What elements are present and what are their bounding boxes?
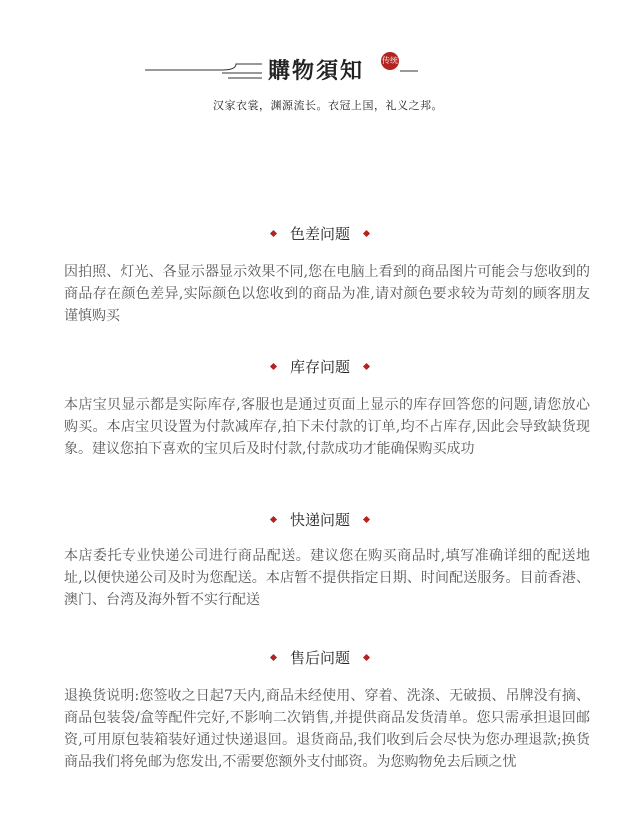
seal-stamp: 传统 — [381, 52, 399, 70]
diamond-icon — [363, 515, 370, 522]
diamond-icon — [363, 362, 370, 369]
section-body-color: 因拍照、灯光、各显示器显示效果不同,您在电脑上看到的商品图片可能会与您收到的商品存在颜色差异,实际颜色以您收到的商品为准,请对颜色要求较为苛刻的顾客朋友谨慎购买 — [64, 264, 590, 324]
section-body-aftersales: 退换货说明:您签收之日起7天内,商品未经使用、穿着、洗涤、无破损、吊牌没有摘、商品包装袋/盒等配件完好,不影响二次销售,并提供商品发货清单。您只需承担退回邮资,可用原包装箱装好通过快递退回。退货商品,我们收到后会尽快为您办理退款;换货商品我们将免邮为您发出,不需要您额外支付邮资。为您购物免去后顾之忧 — [64, 688, 590, 770]
section-title-stock: 库存问题 — [0, 357, 640, 377]
diamond-icon — [270, 362, 277, 369]
section-body-stock: 本店宝贝显示都是实际库存,客服也是通过页面上显示的库存回答您的问题,请您放心购买。本店宝贝设置为付款减库存,拍下未付款的订单,均不占库存,因此会导致缺货现象。建议您拍下喜欢的宝贝后及时付款,付款成功才能确保购买成功 — [64, 397, 590, 457]
section-body-shipping: 本店委托专业快递公司进行商品配送。建议您在购买商品时,填写准确详细的配送地址,以便快递公司及时为您配送。本店暂不提供指定日期、时间配送服务。目前香港、澳门、台湾及海外暂不实行配送 — [64, 548, 590, 608]
diamond-icon — [270, 653, 277, 660]
section-title-aftersales: 售后问题 — [0, 648, 640, 668]
diamond-icon — [363, 229, 370, 236]
header-banner — [0, 0, 640, 130]
section-title-color: 色差问题 — [0, 224, 640, 244]
diamond-icon — [270, 515, 277, 522]
tagline: 汉家衣裳，渊源流长。衣冠上国，礼义之邦。 — [213, 99, 443, 112]
page-title: 購物須知 — [268, 58, 365, 84]
diamond-icon — [270, 229, 277, 236]
section-title-shipping: 快递问题 — [0, 510, 640, 530]
diamond-icon — [363, 653, 370, 660]
